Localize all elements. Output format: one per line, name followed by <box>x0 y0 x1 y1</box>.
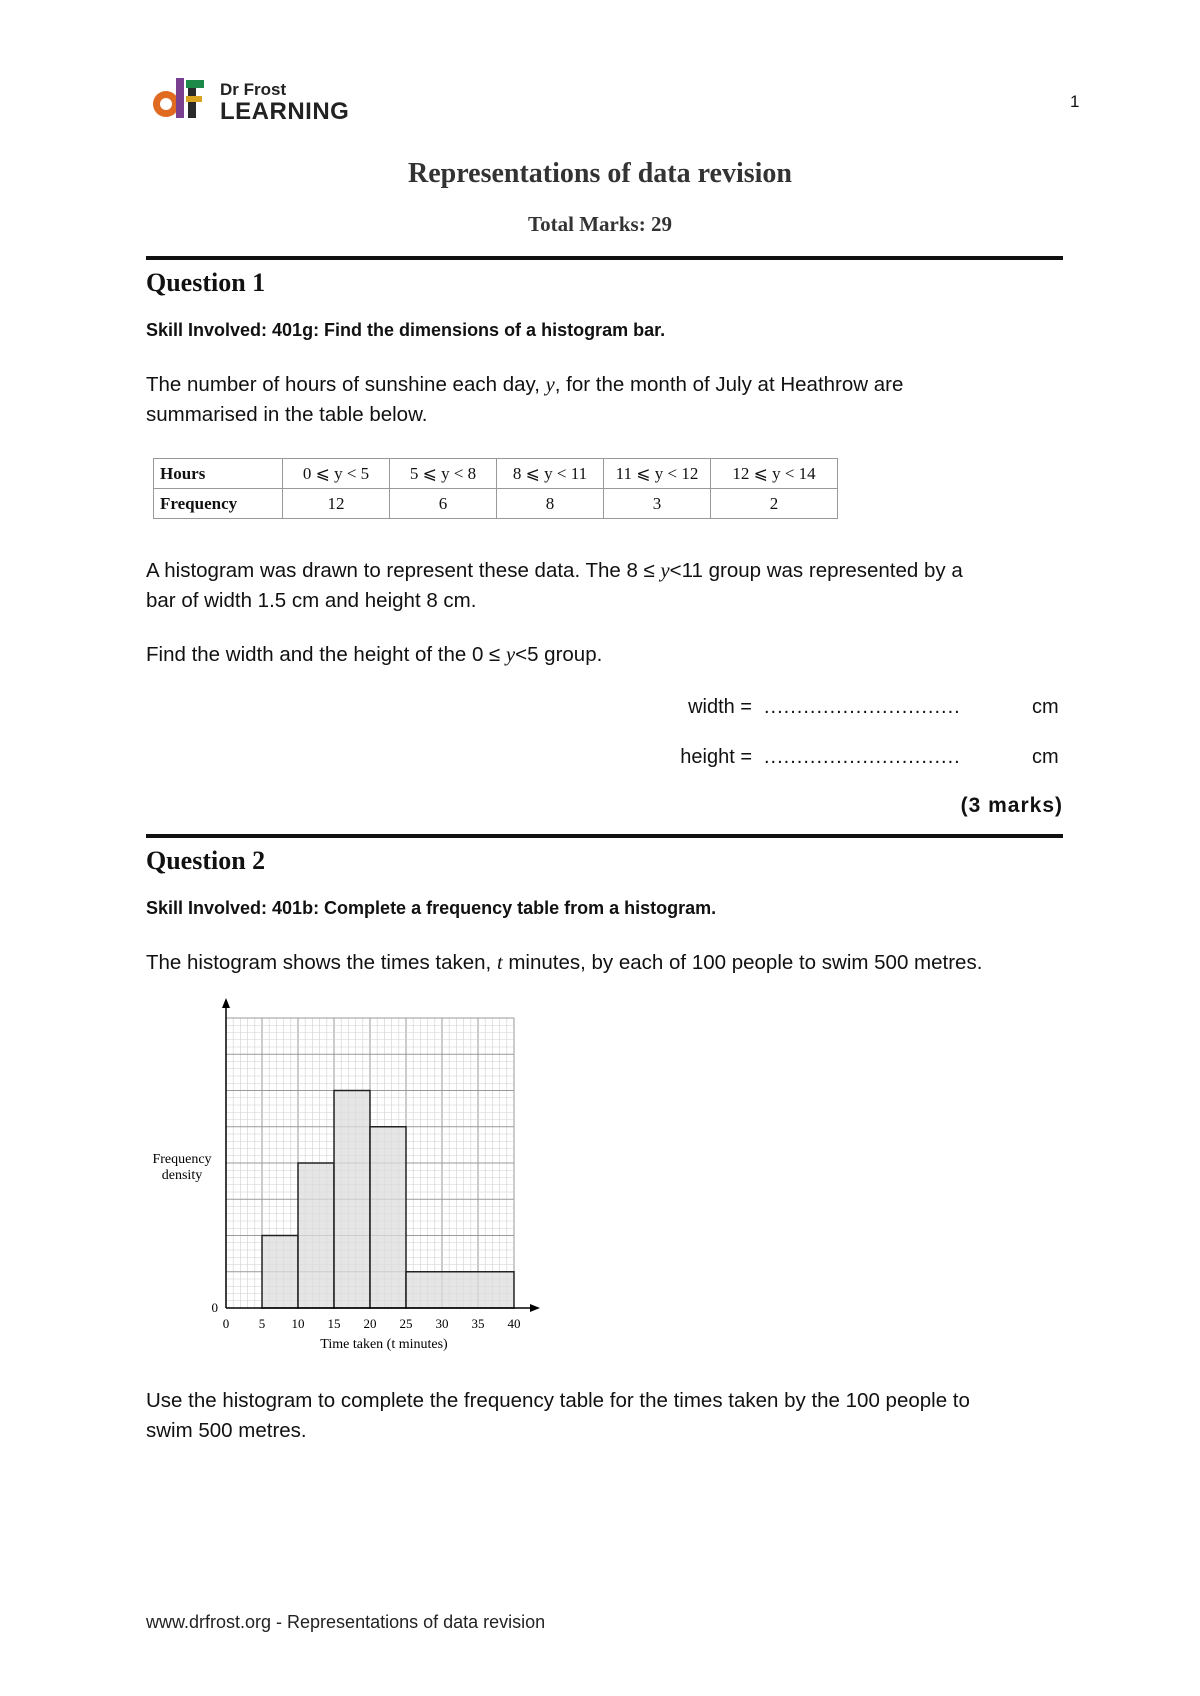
total-marks: Total Marks: 29 <box>528 212 672 236</box>
table-row-label: Frequency <box>154 489 283 519</box>
table-cell: 12 ⩽ y < 14 <box>711 459 838 489</box>
origin-label: 0 <box>211 1300 218 1315</box>
question-1-paragraph-3: Find the width and the height of the 0 ≤ y<5 group. <box>146 643 603 666</box>
table-cell: 2 <box>711 489 838 519</box>
height-unit: cm <box>1032 746 1059 768</box>
question-1-skill: Skill Involved: 401g: Find the dimensions of a histogram bar. <box>146 320 666 340</box>
swim-times-histogram <box>140 996 560 1366</box>
question-1-paragraph-2: A histogram was drawn to represent these data. The 8 ≤ y<11 group was represented by a bar of width 1.5 cm and height 8 cm. <box>146 559 963 612</box>
x-axis-arrow-icon <box>530 1304 540 1312</box>
question-2-heading: Question 2 <box>146 846 266 875</box>
x-tick-labels <box>223 1316 521 1331</box>
question-2-skill: Skill Involved: 401b: Complete a frequency table from a histogram. <box>146 898 717 918</box>
divider <box>146 256 1063 260</box>
x-tick-label: 35 <box>471 1316 485 1331</box>
y-axis-label-line1: Frequency <box>152 1152 212 1167</box>
table-cell: 6 <box>390 489 497 519</box>
width-unit: cm <box>1032 696 1059 718</box>
table-cell: 5 ⩽ y < 8 <box>390 459 497 489</box>
x-tick-label: 25 <box>399 1316 413 1331</box>
x-tick-label: 0 <box>222 1316 230 1331</box>
x-tick-label: 30 <box>435 1316 449 1331</box>
histogram-bar <box>298 1163 334 1308</box>
width-answer-field[interactable]: .............................. <box>764 696 961 718</box>
x-axis-label: Time taken (t minutes) <box>320 1337 448 1352</box>
histogram-bar <box>406 1272 514 1308</box>
histogram-bar <box>262 1236 298 1309</box>
table-cell: 8 <box>497 489 604 519</box>
width-label: width = <box>688 696 752 718</box>
table-cell: 12 <box>283 489 390 519</box>
question-1-marks: (3 marks) <box>960 794 1063 817</box>
table-cell: 11 ⩽ y < 12 <box>604 459 711 489</box>
x-tick-label: 40 <box>507 1316 521 1331</box>
question-1-intro: The number of hours of sunshine each day, y, for the month of July at Heathrow are summarised in the table below. <box>146 373 904 426</box>
drfrost-logo <box>150 74 208 124</box>
y-axis-label-line2: density <box>161 1168 203 1183</box>
x-tick-label: 20 <box>363 1316 377 1331</box>
x-tick-label: 15 <box>327 1316 341 1331</box>
table-cell: 8 ⩽ y < 11 <box>497 459 604 489</box>
page-number: 1 <box>1070 92 1080 111</box>
y-axis-arrow-icon <box>222 998 230 1008</box>
page-title: Representations of data revision <box>408 158 792 189</box>
divider <box>146 834 1063 838</box>
question-2-intro: The histogram shows the times taken, t minutes, by each of 100 people to swim 500 metres. <box>146 951 983 974</box>
table-cell: 3 <box>604 489 711 519</box>
table-row-hours <box>154 459 838 489</box>
question-1-heading: Question 1 <box>146 268 266 297</box>
x-tick-label: 10 <box>291 1316 305 1331</box>
table-row-frequency <box>154 489 838 519</box>
sunshine-frequency-table <box>153 458 838 519</box>
table-row-label: Hours <box>154 459 283 489</box>
x-tick-label: 5 <box>258 1316 266 1331</box>
height-label: height = <box>680 746 752 768</box>
histogram-bar <box>370 1127 406 1308</box>
histogram-bar <box>334 1091 370 1309</box>
page-footer: www.drfrost.org - Representations of data revision <box>146 1612 546 1632</box>
logo-text-learning: LEARNING <box>220 98 350 125</box>
question-2-paragraph-2: Use the histogram to complete the frequency table for the times taken by the 100 people to swim 500 metres. <box>146 1389 970 1442</box>
logo-text-drfrost: Dr Frost <box>220 80 287 99</box>
height-answer-field[interactable]: .............................. <box>764 746 961 768</box>
table-cell: 0 ⩽ y < 5 <box>283 459 390 489</box>
